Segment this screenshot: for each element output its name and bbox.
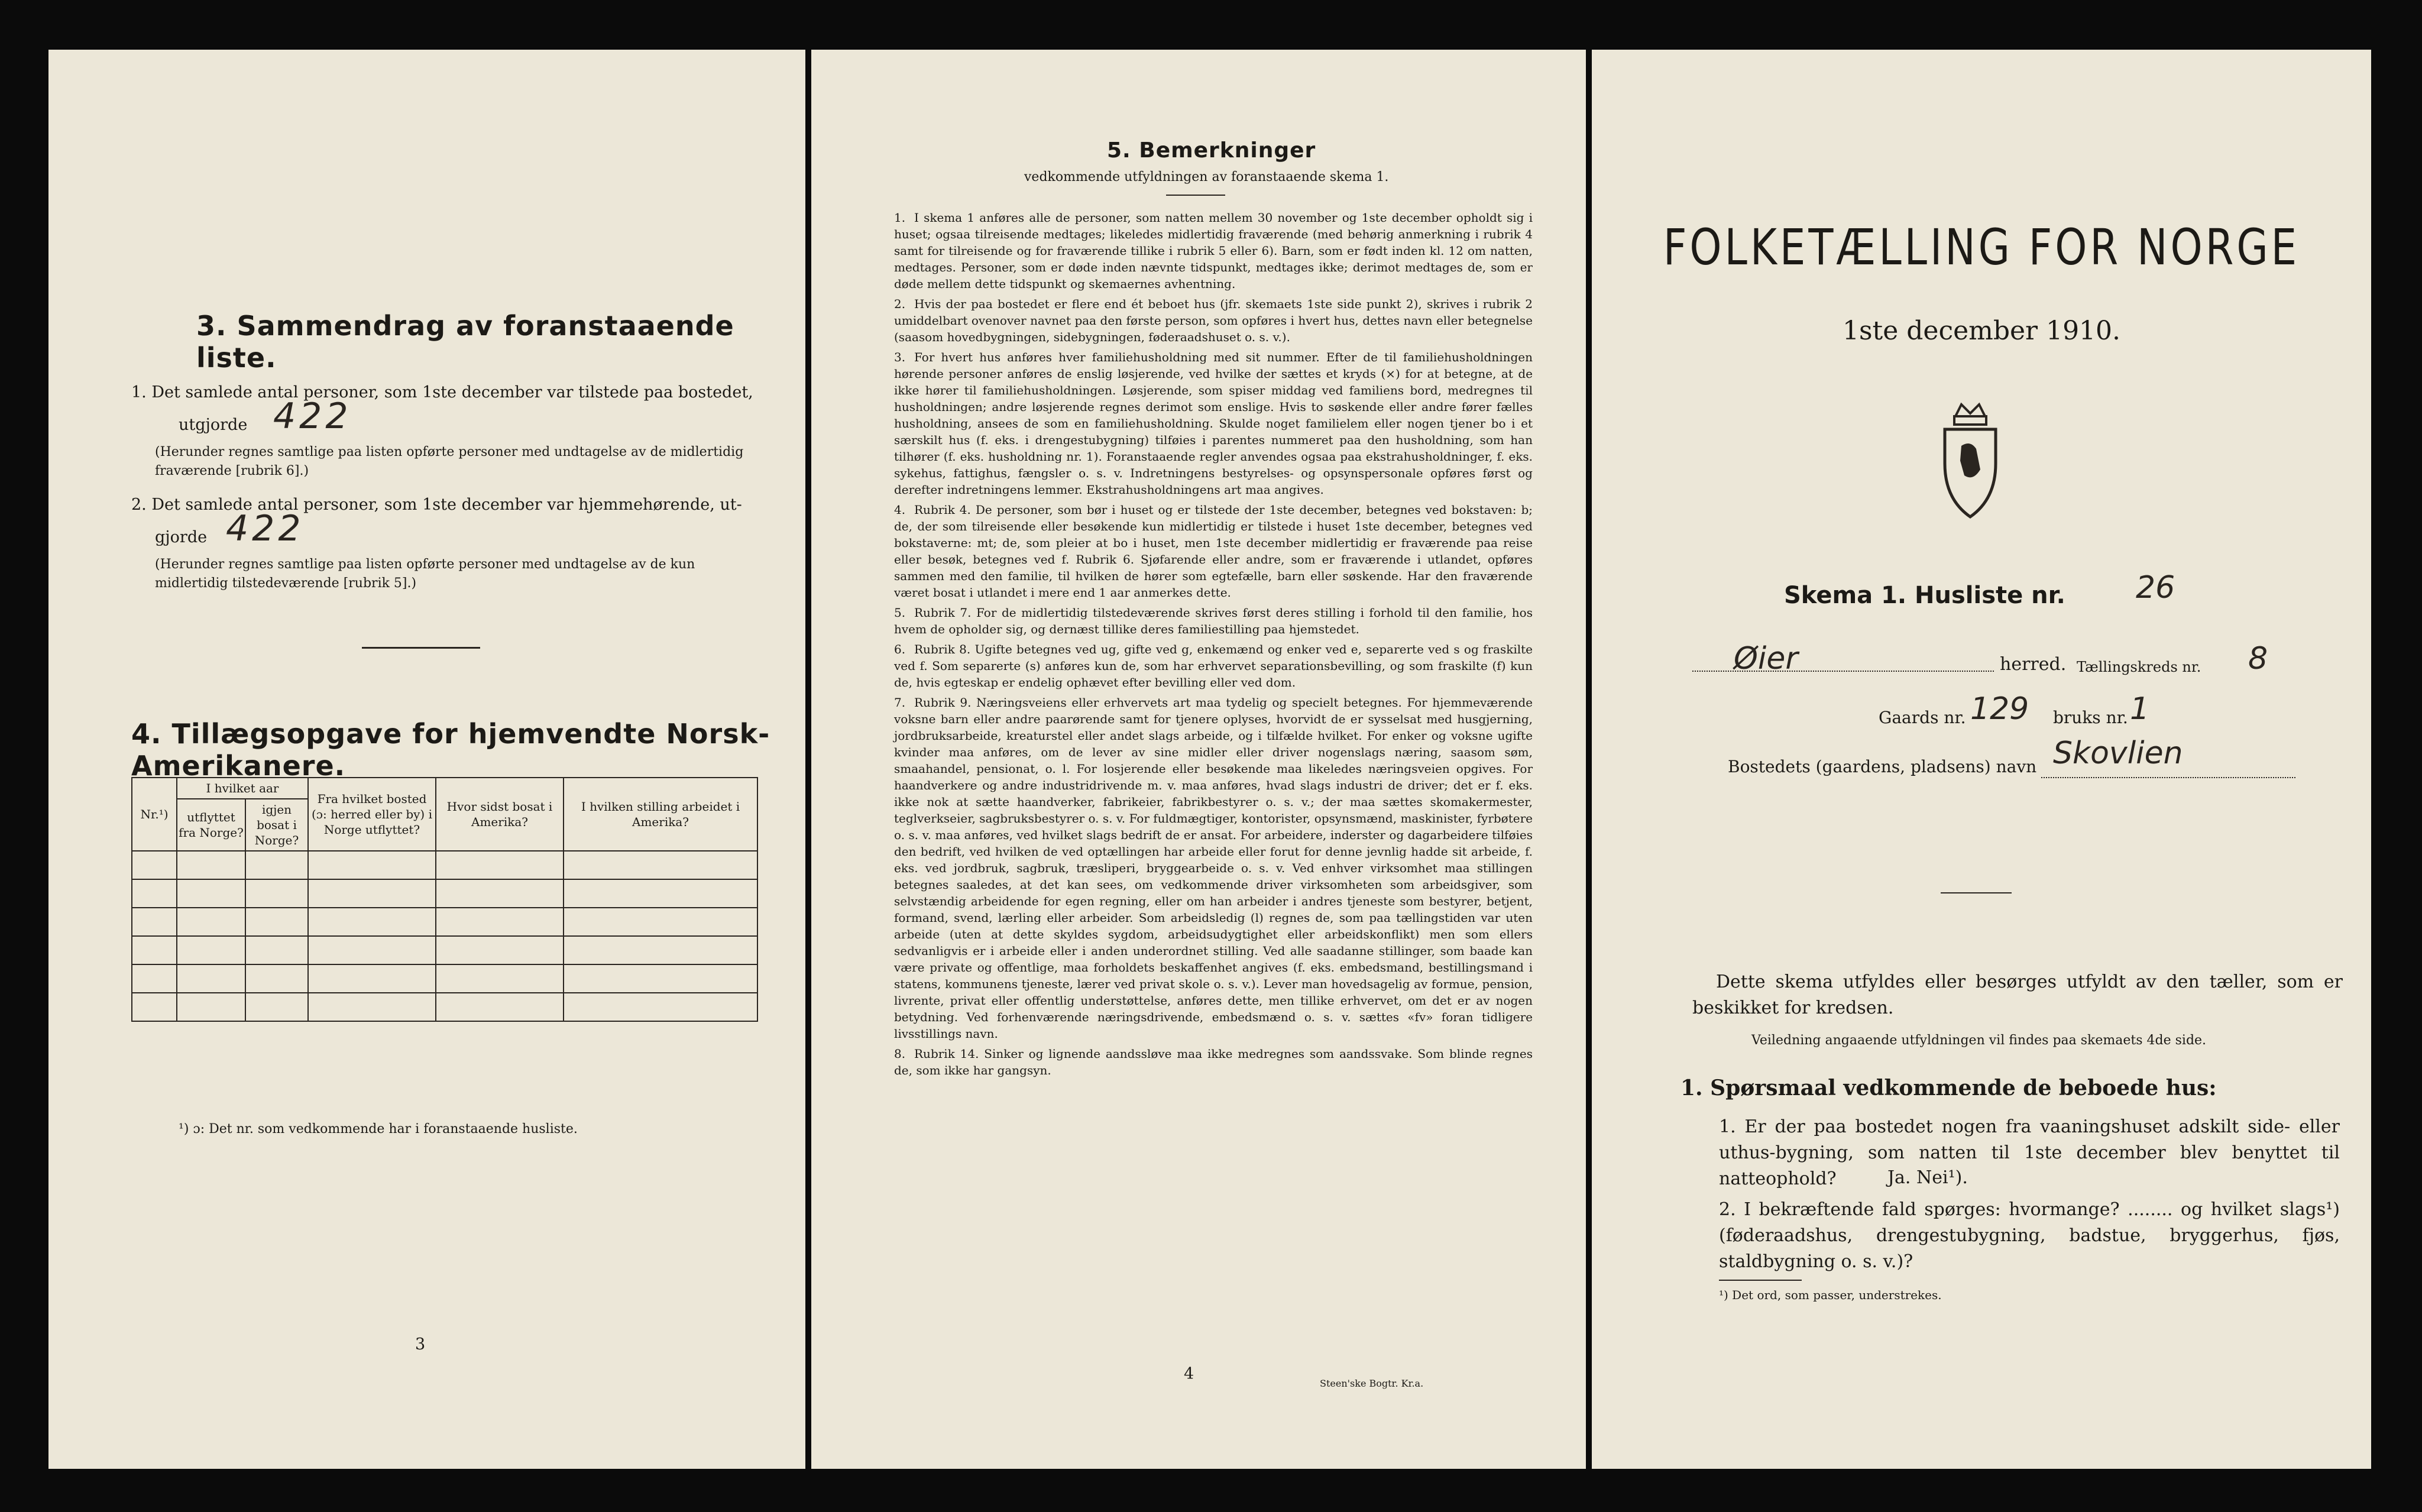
page-number: 4 [1184,1365,1194,1383]
table-row [132,851,757,879]
divider [1166,195,1225,196]
item2-utgjorde: gjorde [155,528,208,546]
section3-title: 3. Sammendrag av foranstaaende liste. [196,310,734,374]
remark-6: 6. Rubrik 8. Ugifte betegnes ved ug, gifte ved g, enkemænd og enker ved e, separerte ved s og fraskilte ved f. Som separerte (s) anføres kun de, som har erhvervet separationsbevilling, og som fraskilte (f) kun de, hvis egteskap er endelig ophævet efter bevilling eller ved dom. [894,642,1533,689]
page-middle [811,50,1586,1469]
instruction-sub: Veiledning angaaende utfyldningen vil findes paa skemaets 4de side. [1751,1033,2207,1048]
question-2: 2. I bekræftende fald spørges: hvormange? ........ og hvilket slags¹) (føderaadshus, drengestubygning, badstue, bryggerhus, fjøs, staldbygning o. s. v.)? [1719,1199,2340,1272]
bosted-value: Skovlien [2053,736,2183,771]
page-number: 3 [415,1335,426,1354]
remarks-subtitle: vedkommende utfyldningen av foranstaaende skema 1. [1024,170,1389,184]
page-left [48,50,805,1469]
col-i-hvilket-aar: I hvilket aar [177,778,308,799]
form-date: 1ste december 1910. [1842,316,2121,346]
bosted-label: Bostedets (gaardens, pladsens) navn [1728,757,2037,776]
question-1: 1. Er der paa bostedet nogen fra vaaningshuset adskilt side- eller uthus-bygning, som natten til 1ste december blev benyttet til natteophold? [1719,1116,2340,1189]
table-row [132,936,757,964]
questions-heading: 1. Spørsmaal vedkommende de beboede hus: [1680,1076,2217,1100]
remarks-title: 5. Bemerkninger [1107,138,1316,163]
bosted-line [2041,777,2295,778]
remark-8: 8. Rubrik 14. Sinker og lignende aandssløve maa ikke medregnes som aandssvake. Som blinde regnes de, som ikke har gangsyn. [894,1047,1533,1077]
kreds-value: 8 [2248,641,2268,676]
remark-1: 1. I skema 1 anføres alle de personer, som natten mellem 30 november og 1ste december opholdt sig i huset; ogsaa tilreisende medtages; likeledes midlertidig fraværende (med behørig anmerkning i rubrik 4 samt for tilreisende og for fraværende tillike i rubrik 5 eller 6). Barn, som er født inden kl. 12 om natten, medtages. Personer, som er døde inden nævnte tidspunkt, medtages ikke; derimot medtages de, som er døde mellem dette tidspunkt og skemaernes avhentning. [894,211,1533,291]
col-utflyttet: utflyttet fra Norge? [177,799,245,851]
herred-label: herred. [2000,654,2067,675]
bruks-label: bruks nr. [2053,708,2128,727]
bruks-value: 1 [2130,691,2150,727]
herred-value: Øier [1734,641,1798,676]
gaards-label: Gaards nr. [1879,708,1966,727]
section4-title: 4. Tillægsopgave for hjemvendte Norsk-Amerikanere. [131,718,770,782]
item1-text: 1. Det samlede antal personer, som 1ste december var tilstede paa bostedet, [131,383,753,402]
col-fra-hvilket-bosted: Fra hvilket bosted (ɔ: herred eller by) i Norge utflyttet? [308,778,436,851]
remark-3: 3. For hvert hus anføres hver familiehusholdning med sit nummer. Efter de til familiehusholdningen hørende personer anføres de enslig løsjerende, ved hvilke der sættes et kryds (×) for at betegne, at de ikke hører til familiehusholdningen. Løsjerende, som spiser middag ved familiens bord, medregnes til husholdningen; andre løsjerende regnes derimot som enslige. Hvis to søskende eller andre fører fælles husholdning, ansees de som en familiehusholdning. Skulde noget familielem eller nogen tjener bo i et særskilt hus (f. eks. i drengestubygning) tilføies i parentes nummeret paa den husholdning, som han tilhører (f. eks. husholdning nr. 1). Foranstaaende regler anvendes ogsaa paa ekstrahusholdninger, f. eks. sykehus, fattighus, fængsler o. s. v. Indretningens bestyrelses- og opsynspersonale opføres først og derefter indretningens lemmer. Ekstrahusholdningens art maa angives. [894,350,1533,497]
remark-7: 7. Rubrik 9. Næringsveiens eller erhvervets art maa tydelig og specielt betegnes. For hjemmeværende voksne barn eller andre paarørende samt for tjenere oplyses, hvorvidt de er sysselsat med husgjerning, jordbruksarbeide, kreaturstel eller andet slags arbeide, og i tilfælde hvilket. For enker og voksne ugifte kvinder maa anføres, om de lever av sine midler eller driver nogenslags næring, saasom søm, smaahandel, pensionat, o. l. For losjerende eller besøkende maa likeledes næringsveien opgives. For haandverkere og andre industridrivende m. v. maa anføres, hvad slags industri de driver; det er f. eks. ikke nok at sætte haandverker, fabrikeier, fabrikbestyrer o. s. v.; der maa sættes skomakermester, teglverkseier, sagbruksbestyrer o. s. v. For fuldmægtiger, kontorister, opsynsmænd, maskinister, fyrbøtere o. s. v. maa anføres, ved hvilket slags bedrift de er ansat. For arbeidere, inderster og dagarbeidere tilføies den bedrift, ved hvilken de ved optællingen har arbeide eller forut for denne jevnlig hadde sit arbeide, f. eks. ved jordbruk, sagbruk, træsliperi, bryggearbeide o. s. v. Ved enhver virksomhet maa stillingen betegnes saaledes, at det kan sees, om vedkommende driver virksomheten som arbeidsgiver, som selvstændig arbeidende for egen regning, eller om han arbeider i andres tjeneste som bestyrer, betjent, formand, svend, lærling eller arbeider. Som arbeidsledig (l) regnes de, som paa tællingstiden var uten arbeide (uten at dette skyldes sygdom, arbeidsudygtighet eller arbeidskonflikt) men som ellers sedvanligvis er i arbeide eller i anden underordnet stilling. Ved alle saadanne stillinger, som baade kan være private og offentlige, maa forholdets beskaffenhet angives (f. eks. embedsmand, bestillingsmand i statens, kommunens tjeneste, lærer ved privat skole o. s. v.). Lever man hovedsagelig av formue, pension, livrente, privat eller offentlig understøttelse, anføres dette, men tillike erhvervet, om det er av nogen betydning. Ved forhenværende næringsdrivende, embedsmænd o. s. v. sættes «fv» foran tidligere livsstillings navn. [894,695,1533,1041]
remark-2: 2. Hvis der paa bostedet er flere end ét beboet hus (jfr. skemaets 1ste side punkt 2), skrives i rubrik 2 umiddelbart ovenover navnet paa den første person, som opføres i hvert hus, dettes navn eller betegnelse (saasom hovedbygningen, sidebygningen, føderaadshuset o. s. v.). [894,297,1533,344]
col-igjen-bosat: igjen bosat i Norge? [245,799,308,851]
col-hvor-sidst-bosat: Hvor sidst bosat i Amerika? [436,778,564,851]
item1-utgjorde: utgjorde [179,416,248,434]
item2-value: 422 [226,508,305,549]
printer-mark: Steen'ske Bogtr. Kr.a. [1320,1378,1424,1389]
kreds-label: Tællingskreds nr. [2077,659,2201,675]
skema-label: Skema 1. Husliste nr. [1784,582,2065,609]
footnote: ¹) ɔ: Det nr. som vedkommende har i foranstaaende husliste. [179,1122,578,1137]
remarks-list [894,209,1533,1082]
item2-text: 2. Det samlede antal personer, som 1ste december var hjemmehørende, ut- [131,496,742,514]
divider [362,647,480,649]
remark-5: 5. Rubrik 7. For de midlertidig tilstedeværende skrives først deres stilling i forhold til den familie, hos hvem de opholder sig, og dernæst tillike deres familiestilling paa hjemstedet. [894,606,1533,636]
item1-note: (Herunder regnes samtlige paa listen opførte personer med undtagelse av de midlertidig fraværende [rubrik 6].) [155,445,744,478]
instruction: Dette skema utfyldes eller besørges utfyldt av den tæller, som er beskikket for kredsen. [1692,972,2343,1018]
table-row [132,964,757,993]
divider-ornament [1941,892,2012,893]
divider [1719,1280,1802,1281]
question-1-answer: Ja. Nei¹). [1887,1167,1968,1188]
footnote: ¹) Det ord, som passer, understrekes. [1719,1288,1942,1302]
norsk-amerikanere-table [131,777,758,1022]
item2-note: (Herunder regnes samtlige paa listen opførte personer med undtagelse av de kun midlertidig tilstedeværende [rubrik 5].) [155,557,695,591]
coat-of-arms-icon [1938,393,2003,523]
col-nr: Nr.¹) [132,778,177,851]
item1-value: 422 [273,396,352,437]
table-row [132,993,757,1021]
gaards-value: 129 [1970,691,2029,727]
table-row [132,908,757,936]
page-right [1592,50,2371,1469]
remark-4: 4. Rubrik 4. De personer, som bør i huset og er tilstede der 1ste december, betegnes ved bokstaven: b; de, der som tilreisende eller besøkende kun midlertidig er tilstede i huset 1ste december, betegnes ved bokstaverne: mt; de, som pleier at bo i huset, men 1ste december midlertidig er fraværende paa reise eller besøk, betegnes ved f. Rubrik 6. Sjøfarende eller andre, som er fraværende i utlandet, opføres sammen med den familie, til hvilken de hører som egtefælle, barn eller søskende. Har den fraværende været bosat i utlandet i mere end 1 aar anmerkes dette. [894,503,1533,600]
form-title: FOLKETÆLLING FOR NORGE [1663,218,2300,276]
husliste-nr: 26 [2136,570,2175,606]
col-stilling: I hvilken stilling arbeidet i Amerika? [564,778,757,851]
table-row [132,879,757,908]
